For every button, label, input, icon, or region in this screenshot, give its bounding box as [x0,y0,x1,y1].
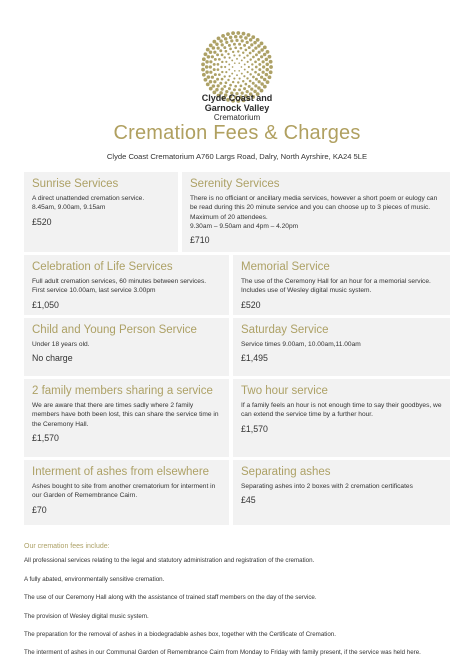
logo-dot [209,43,213,47]
logo-dot [214,73,217,76]
logo-dot [243,75,245,77]
logo-dot [263,53,266,56]
card-separating-ashes [233,460,450,525]
logo-dot [219,82,222,85]
logo-dot [221,61,223,63]
logo-dot [233,88,236,91]
logo-dot [213,63,216,66]
logo-dot [254,60,257,63]
logo-dot [225,41,228,44]
brand-name-line2: Garnock Valley [204,103,270,113]
fees-include-section [24,543,454,668]
logo-dot [202,73,206,77]
card-price: £45 [241,495,256,506]
page-title: Cremation Fees & Charges [113,122,361,144]
logo-dot [231,31,235,35]
card-memorial-service [233,255,450,315]
logo-dot [207,55,210,58]
logo-dot [245,83,248,86]
logo-dot [255,66,258,69]
logo-dot [268,75,272,79]
logo-dot [219,39,222,42]
logo-dot [244,36,247,39]
logo-dot [209,65,212,68]
logo-dot [233,54,235,56]
logo-dot [250,88,253,91]
card-title: 2 family members sharing a service [32,385,213,397]
logo-dot [205,70,208,73]
logo-dot [269,70,273,74]
logo-dot [266,50,270,54]
fees-include-item: A fully abated, environmentally sensitive cremation. [24,575,165,583]
brand-name [0,93,474,123]
logo-dot [257,86,260,89]
logo-dot [217,63,220,66]
card-two-hour-service [233,379,450,457]
logo-dot [215,42,218,45]
address: Clyde Coast Crematorium A760 Largs Road, Dalry, North Ayrshire, KA24 5LE [106,152,368,161]
logo-dot [234,85,237,88]
card-price: £70 [32,504,47,515]
logo-dot [260,76,263,79]
card-title: Child and Young Person Service [32,324,197,336]
card-price: No charge [32,353,73,364]
logo-dot [249,58,251,60]
logo-dot [262,60,265,63]
logo-dot [232,66,234,68]
logo-dot [249,52,252,55]
logo-dot [244,64,246,66]
logo-dot [252,56,255,59]
logo-dot [206,48,210,52]
card-price: £1,570 [32,432,59,443]
logo-dot [252,49,255,52]
logo-dot [257,73,260,76]
card-desc: We are aware that there are times sadly where 2 family members have both been lost, this can share the service time in the Ceremony Hall. [32,402,219,428]
logo-dot [229,57,231,59]
logo-dot [246,41,249,44]
logo-dot [230,39,233,42]
card-price: £520 [241,299,261,310]
logo-dot [236,31,240,35]
logo-dot [201,68,205,72]
logo-dot [227,53,229,55]
logo-dot [229,84,232,87]
logo-dot [262,65,265,68]
logo-dot [212,40,216,44]
logo-dot [257,44,260,47]
logo-dot [249,73,251,75]
logo-dot [209,80,212,83]
card-desc: The use of the Ceremony Hall for an hour for a memorial service. Includes use of Wesley digital music system. [241,278,431,295]
logo-dot [234,35,237,38]
logo-dot [237,81,239,83]
logo-dot [241,59,243,61]
card-price: £1,495 [241,353,268,364]
logo-dot [221,71,223,73]
logo-dot [265,58,268,61]
logo-dot [220,66,222,68]
fees-include-item: The interment of ashes in our Communal Garden of Remembrance Cairn from Monday to Friday with family present, if the service was held here. [24,649,421,657]
logo-dot [216,53,219,56]
logo-dot [255,78,258,81]
logo-dot [221,88,224,91]
logo-dot [239,77,241,79]
logo-dot [263,78,266,81]
logo-dot [233,43,236,46]
brand-name-line1: Clyde Coast and [201,93,273,103]
logo-dot [265,68,268,71]
logo-dot [212,46,215,49]
logo-dot [255,53,258,56]
fees-include-heading: Our cremation fees include: [24,543,110,550]
logo-dot [265,73,268,76]
card-desc: Full adult cremation services, 60 minutes between services. [32,278,207,285]
card-sunrise-services [24,172,178,252]
logo-dot [206,83,210,87]
logo-dot [254,47,257,50]
logo-dot [248,46,251,49]
logo-dot [204,78,208,82]
logo-dot [213,80,216,83]
card-title: Memorial Service [241,261,330,273]
logo-dot [221,43,224,46]
card-price: £520 [32,216,52,227]
card-two-family-members [24,379,229,457]
card-times: First service 10.00am, last service 3.00pm [32,287,156,295]
card-celebration-of-life [24,255,229,315]
logo-dot [209,87,213,91]
logo-dot [260,82,263,85]
logo-dot [227,79,229,81]
logo-dot [209,50,212,53]
logo-dot [246,54,248,56]
logo-dot [254,84,257,87]
logo-dot [217,47,220,50]
logo-dot [260,89,264,93]
logo-dot [214,58,217,61]
logo-dot [213,51,216,54]
logo-dot [232,51,234,53]
logo-dot [219,49,222,52]
logo-dot [248,85,251,88]
card-saturday-service [233,318,450,376]
logo-dot [258,68,261,71]
logo-dot [223,46,226,49]
logo-dot [228,44,231,47]
logo-dot [228,64,230,66]
card-price: £710 [190,235,210,246]
logo-dot [249,80,252,83]
logo-dot [266,80,270,84]
logo-dot [250,43,253,46]
logo-dot [226,32,230,36]
card-title: Serenity Services [190,178,280,190]
logo-dot [245,49,248,52]
card-title: Separating ashes [241,466,331,478]
card-serenity-services [182,172,450,252]
logo-dot [238,62,240,64]
logo-dot [251,63,253,65]
logo-dot [260,42,264,46]
logo-dot [204,52,208,56]
logo-dot [228,87,231,90]
logo-dot [211,55,214,58]
logo-dot [252,76,255,79]
logo-dot [241,39,244,42]
logo-dot [225,50,228,53]
logo-dot [232,81,234,83]
logo-dot [236,74,238,76]
card-title: Celebration of Life Services [32,261,173,273]
logo-dot [242,80,244,82]
logo-dot [223,85,226,88]
card-times: 9.30am – 9.50am and 4pm – 4.20pm [190,222,299,230]
card-desc: If a family feels an hour is not enough time to say their goodbyes, we can extend the service time by a further hour. [241,402,442,419]
card-desc: There is no officiant or ancillary media services, however a short poem or eulogy can be read during this 20 minute service and you can choose up to 3 pieces of music. Maximum of 20 attendees. [190,195,438,221]
logo-dot [243,57,245,59]
fees-include-item: The provision of Wesley digital music system. [24,612,149,620]
card-title: Saturday Service [241,324,329,336]
logo-dot [244,69,246,71]
logo-dot [239,35,242,38]
logo-dot [242,32,246,36]
logo-dot [241,73,243,75]
logo-dot [224,37,227,40]
card-desc: Separating ashes into 2 boxes with 2 cremation certificates [241,483,413,490]
logo-dot [231,73,233,75]
logo-dot [251,68,253,70]
logo-dot [236,58,238,60]
logo-dot [258,51,261,54]
logo-dot [268,55,272,59]
logo-dot [247,71,249,73]
logo-dot [213,68,216,71]
logo-dot [241,66,243,68]
logo-dot [247,33,251,37]
logo-dot [240,47,243,50]
logo-dot [252,82,255,85]
logo-dot [269,60,273,64]
logo-dot [263,85,267,89]
logo-dot [217,37,221,41]
logo-dot [269,65,273,69]
logo-dot [247,61,249,63]
logo-dot [221,78,224,81]
logo-dot [238,70,240,72]
logo-dot [218,73,221,76]
logo-dot [224,66,226,68]
card-desc: Ashes bought to site from another crematorium for interment in our Garden of Remembrance Cairn. [32,483,216,500]
logo-dot [258,80,261,83]
logo-dot [251,35,255,39]
logo-dot [212,84,215,87]
logo-dot [207,75,210,78]
logo-dot [248,66,250,68]
logo-dot [254,71,257,74]
logo-dot [215,88,218,91]
logo-dot [217,84,220,87]
logo-dot [217,68,220,71]
logo-dot [211,76,214,79]
logo-dot [225,71,227,73]
logo-dot [238,43,241,46]
logo-dot [224,56,226,58]
logo-dot [229,48,232,51]
logo-dot [249,38,252,41]
logo-dot [201,63,205,67]
logo-dot [263,46,267,50]
logo-dot [224,75,226,77]
logo-dot [238,88,241,91]
logo-dot [218,58,221,61]
logo-dot [243,87,246,90]
logo-dot [260,48,263,51]
logo-dot [246,77,248,79]
card-child-young-person [24,318,229,376]
fees-include-item: All professional services relating to the legal and statutory administration and registration of the cremation. [24,557,315,565]
logo-dot [225,61,227,63]
logo-dot [225,81,228,84]
card-times: 8.45am, 9.00am, 9.15am [32,204,106,212]
logo-dot [235,39,238,42]
logo-dot [237,50,239,52]
logo-dot [216,78,219,81]
logo-dot [234,46,237,49]
logo-dot [262,71,265,74]
logo-dot [265,63,268,66]
logo-dot [229,75,231,77]
card-title: Sunrise Services [32,178,119,190]
logo-dot [243,44,246,47]
card-desc: A direct unattended cremation service. [32,195,145,202]
logo-dot [221,54,224,57]
card-interment-of-ashes [24,460,229,525]
card-title: Two hour service [241,385,328,397]
card-title: Interment of ashes from elsewhere [32,466,210,478]
card-desc: Service times 9.00am, 10.00am,11.00am [241,341,361,348]
brand-subtitle: Crematorium [213,113,261,122]
fees-include-item: The use of our Ceremony Hall along with the assistance of trained staff members on the day of the service. [24,594,317,602]
card-price: £1,570 [241,423,268,434]
logo-dot [231,59,233,61]
logo-dot [234,70,236,72]
card-desc: Under 18 years old. [32,341,90,348]
logo-dot [258,63,261,66]
logo-dot [202,57,206,61]
logo-dot [260,55,263,58]
logo-dot [233,77,235,79]
logo-dot [242,52,244,54]
logo-dot [234,62,236,64]
logo-dot [205,60,208,63]
logo-dot [257,58,260,61]
card-price: £1,050 [32,299,59,310]
logo-dot [205,65,208,68]
logo-dot [253,41,256,44]
logo-dot [209,71,212,74]
logo-dot [228,69,230,71]
logo-dot [209,60,212,63]
logo-dot [221,34,225,38]
logo-dot [229,36,232,39]
logo-dot [256,38,260,42]
fees-include-item: The preparation for the removal of ashes in a biodegradable ashes box, together with the Certificate of Cremation. [24,631,336,639]
logo-dot [239,54,241,56]
logo-dot [240,84,243,87]
